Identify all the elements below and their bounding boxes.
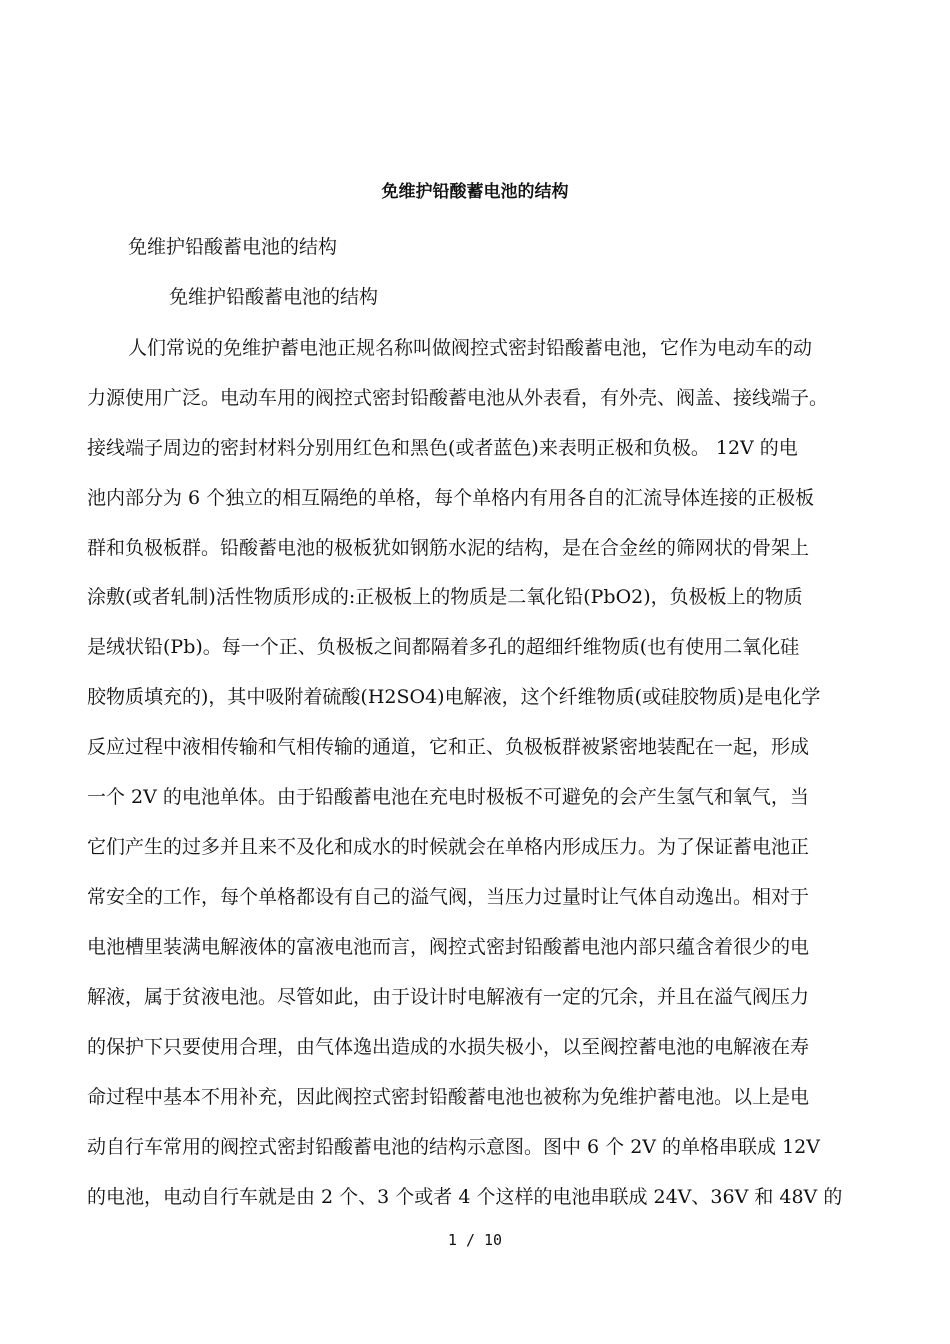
paragraph-line: 力源使用广泛。电动车用的阀控式密封铅酸蓄电池从外表看，有外壳、阀盖、接线端子。	[87, 387, 829, 409]
paragraph-line: 人们常说的免维护蓄电池正规名称叫做阀控式密封铅酸蓄电池，它作为电动车的动	[128, 337, 813, 359]
paragraph-line: 一个 2V 的电池单体。由于铅酸蓄电池在充电时极板不可避免的会产生氢气和氧气，当	[87, 786, 809, 808]
paragraph-line: 动自行车常用的阀控式密封铅酸蓄电池的结构示意图。图中 6 个 2V 的单格串联成 12V	[87, 1136, 820, 1158]
paragraph-line: 电池槽里装满电解液体的富液电池而言，阀控式密封铅酸蓄电池内部只蕴含着很少的电	[87, 936, 810, 958]
page-title: 免维护铅酸蓄电池的结构	[381, 182, 569, 202]
paragraph-line: 它们产生的过多并且来不及化和成水的时候就会在单格内形成压力。为了保证蓄电池正	[87, 836, 810, 858]
paragraph-line: 解液，属于贫液电池。尽管如此，由于设计时电解液有一定的冗余，并且在溢气阀压力	[87, 986, 810, 1008]
section-heading: 免维护铅酸蓄电池的结构	[128, 236, 338, 258]
paragraph-line: 涂敷(或者轧制)活性物质形成的:正极板上的物质是二氧化铅(PbO2)，负极板上的物质	[87, 586, 803, 608]
paragraph-line: 的电池，电动自行车就是由 2 个、3 个或者 4 个这样的电池串联成 24V、36V 和 48V 的	[87, 1186, 843, 1208]
paragraph-line: 是绒状铅(Pb)。每一个正、负极板之间都隔着多孔的超细纤维物质(也有使用二氧化硅	[87, 636, 800, 658]
paragraph-line: 常安全的工作，每个单格都设有自己的溢气阀，当压力过量时让气体自动逸出。相对于	[87, 886, 810, 908]
page-number: 1 / 10	[447, 1231, 503, 1249]
section-subheading: 免维护铅酸蓄电池的结构	[169, 286, 379, 308]
paragraph-line: 的保护下只要使用合理，由气体逸出造成的水损失极小，以至阀控蓄电池的电解液在寿	[87, 1036, 810, 1058]
paragraph-line: 池内部分为 6 个独立的相互隔绝的单格，每个单格内有用各自的汇流导体连接的正极板	[87, 487, 815, 509]
paragraph-line: 接线端子周边的密封材料分别用红色和黑色(或者蓝色)来表明正极和负极。 12V 的电	[87, 437, 798, 459]
paragraph-line: 胶物质填充的)，其中吸附着硫酸(H2SO4)电解液，这个纤维物质(或硅胶物质)是电化学	[87, 686, 821, 708]
paragraph-line: 反应过程中液相传输和气相传输的通道，它和正、负极板群被紧密地装配在一起，形成	[87, 736, 810, 758]
paragraph-line: 群和负极板群。铅酸蓄电池的极板犹如钢筋水泥的结构，是在合金丝的筛网状的骨架上	[87, 537, 810, 559]
paragraph-line: 命过程中基本不用补充，因此阀控式密封铅酸蓄电池也被称为免维护蓄电池。以上是电	[87, 1086, 810, 1108]
